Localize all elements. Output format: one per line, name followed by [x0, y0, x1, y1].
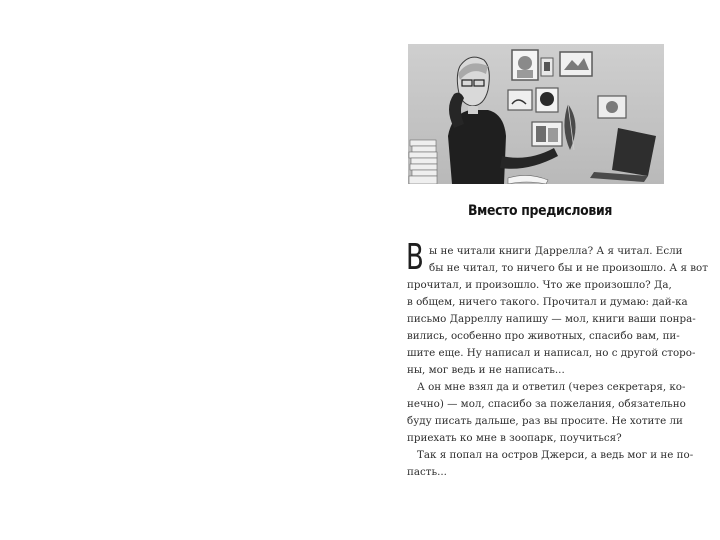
- text-line: шите еще. Ну написал и написал, но с другой сторо-: [407, 347, 696, 359]
- text-line: прочитал, и произошло. Что же произошло? Да,: [407, 279, 672, 291]
- text-line: ы не читали книги Даррелла? А я читал. Если: [429, 245, 683, 257]
- text-line: письмо Дарреллу напишу — мол, книги ваши понра-: [407, 313, 696, 325]
- text-line: ны, мог ведь и не написать...: [407, 364, 565, 376]
- drop-cap: В: [406, 237, 424, 278]
- chapter-illustration: [408, 44, 664, 184]
- text-line: Так я попал на остров Джерси, а ведь мог и не по-: [417, 449, 694, 461]
- chapter-body: [406, 237, 708, 481]
- text-line: в общем, ничего такого. Прочитал и думаю: дай-ка: [407, 296, 688, 308]
- text-line: пасть...: [407, 466, 447, 478]
- text-line: вились, особенно про животных, спасибо вам, пи-: [407, 330, 680, 342]
- text-line: приехать ко мне в зоопарк, поучиться?: [407, 432, 622, 444]
- text-line: А он мне взял да и ответил (через секретаря, ко-: [417, 381, 686, 393]
- text-line: нечно) — мол, спасибо за пожелания, обязательно: [407, 398, 686, 410]
- text-line: бы не читал, то ничего бы и не произошло. А я вот: [429, 262, 708, 274]
- chapter-title: Вместо предисловия: [467, 203, 613, 219]
- text-line: буду писать дальше, раз вы просите. Не хотите ли: [407, 415, 683, 427]
- right-page: [360, 0, 720, 540]
